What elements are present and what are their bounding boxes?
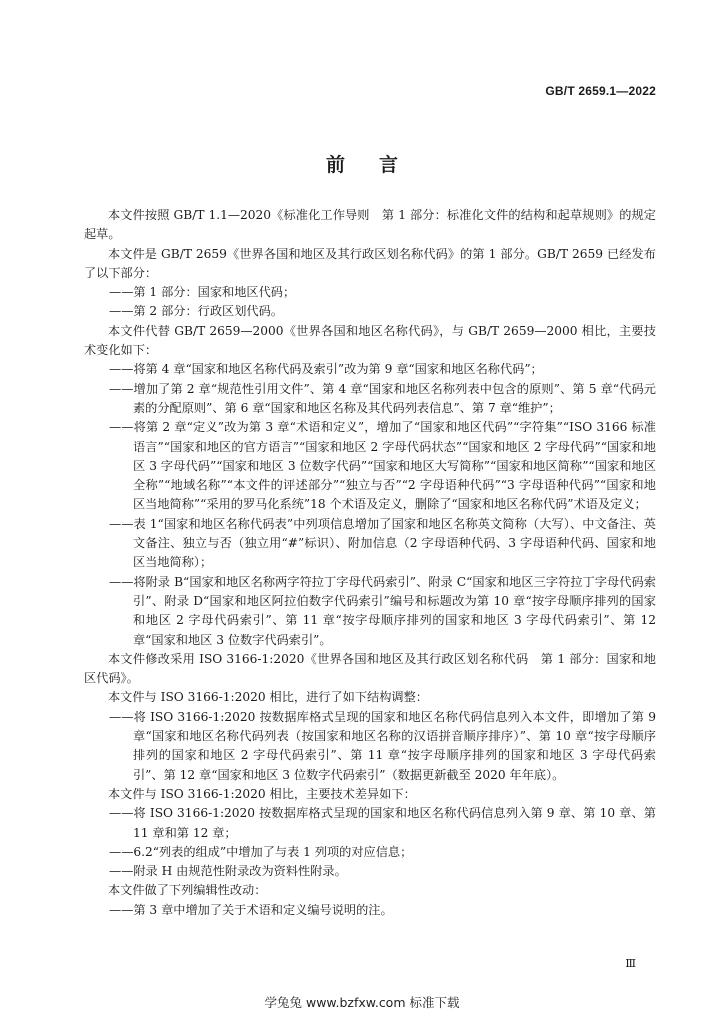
list-item: ——将第 4 章“国家和地区名称代码及索引”改为第 9 章“国家和地区名称代码”； <box>109 362 543 377</box>
list-item: ——6.2“列表的组成”中增加了与表 1 列项的对应信息； <box>109 844 413 859</box>
watermark-footer: 学兔兔 www.bzfxw.com 标准下载 <box>264 995 460 1010</box>
paragraph: 本文件与 ISO 3166-1:2020 相比，进行了如下结构调整： <box>108 690 428 705</box>
paragraph: 本文件修改采用 ISO 3166-1:2020《世界各国和地区及其行政区划名称代码 第 1 部分：国家和地区代码》。 <box>84 651 656 686</box>
list-item: ——将第 2 章“定义”改为第 3 章“术语和定义”，增加了“国家和地区代码”“字符集”“ISO 3166 标准语言”“国家和地区的官方语言”“国家和地区 2 字母代码状态”“国家和地区 2 字母代码”“国家和地区 3 字母代码”“国家和地区 3 位数字代码”“国家和地区大写简称”“国家和地区简称”“国家和地区全称”“地域名称”“本文件的评述部分”“独立与否”“2 字母语种代码”“3 字母语种代码”“国家和地区当地简称”“采用的罗马化系统”18 个术语及定义，删除了“国家和地区名称代码”术语及定义； <box>109 420 656 512</box>
standard-code: GB/T 2659.1—2022 <box>545 84 656 98</box>
list-item: ——第 1 部分：国家和地区代码； <box>109 285 296 300</box>
page-number: Ⅲ <box>625 957 636 970</box>
page-title: 前言 <box>325 154 432 176</box>
list-item: ——将附录 B“国家和地区名称两字符拉丁字母代码索引”、附录 C“国家和地区三字符拉丁字母代码索引”、附录 D“国家和地区阿拉伯数字代码索引”编号和标题改为第 10 章“按字母顺序排列的国家和地区 2 字母代码索引”、第 11 章“按字母顺序排列的国家和地区 3 字母代码索引”、第 12 章“国家和地区 3 位数字代码索引”。 <box>109 574 656 647</box>
list-item: ——将 ISO 3166-1:2020 按数据库格式呈现的国家和地区名称代码信息列入本文件，即增加了第 9 章“国家和地区名称代码列表（按国家和地区名称的汉语拼音顺序排序）”、第 10 章“按字母顺序排列的国家和地区 2 字母代码索引”、第 11 章“按字母顺序排列的国家和地区 3 字母代码索引”、第 12 章“国家和地区 3 位数字代码索引”（数据更新截至 2020 年年底）。 <box>109 709 656 782</box>
foreword-body <box>84 206 656 920</box>
list-item: ——第 2 部分：行政区划代码。 <box>109 304 283 319</box>
list-item: ——增加了第 2 章“规范性引用文件”、第 4 章“国家和地区名称列表中包含的原则”、第 5 章“代码元素的分配原则”、第 6 章“国家和地区名称及其代码列表信息”、第 7 章“维护”； <box>109 381 656 415</box>
paragraph: 本文件是 GB/T 2659《世界各国和地区及其行政区划名称代码》的第 1 部分。GB/T 2659 已经发布了以下部分： <box>84 246 656 280</box>
list-item: ——第 3 章中增加了关于术语和定义编号说明的注。 <box>109 902 393 917</box>
paragraph: 本文件做了下列编辑性改动： <box>108 883 267 898</box>
list-item: ——附录 H 由规范性附录改为资料性附录。 <box>109 864 347 879</box>
paragraph: 本文件代替 GB/T 2659—2000《世界各国和地区名称代码》，与 GB/T 2659—2000 相比，主要技术变化如下： <box>84 323 656 358</box>
paragraph: 本文件与 ISO 3166-1:2020 相比，主要技术差异如下： <box>108 786 416 801</box>
list-item: ——将 ISO 3166-1:2020 按数据库格式呈现的国家和地区名称代码信息列入第 9 章、第 10 章、第 11 章和第 12 章； <box>109 806 656 840</box>
paragraph: 本文件按照 GB/T 1.1—2020《标准化工作导则 第 1 部分：标准化文件的结构和起草规则》的规定起草。 <box>84 208 656 242</box>
list-item: ——表 1“国家和地区名称代码表”中列项信息增加了国家和地区名称英文简称（大写）、中文备注、英文备注、独立与否（独立用“#”标识）、附加信息（2 字母语种代码、3 字母语种代码、国家和地区当地简称）； <box>109 516 656 570</box>
